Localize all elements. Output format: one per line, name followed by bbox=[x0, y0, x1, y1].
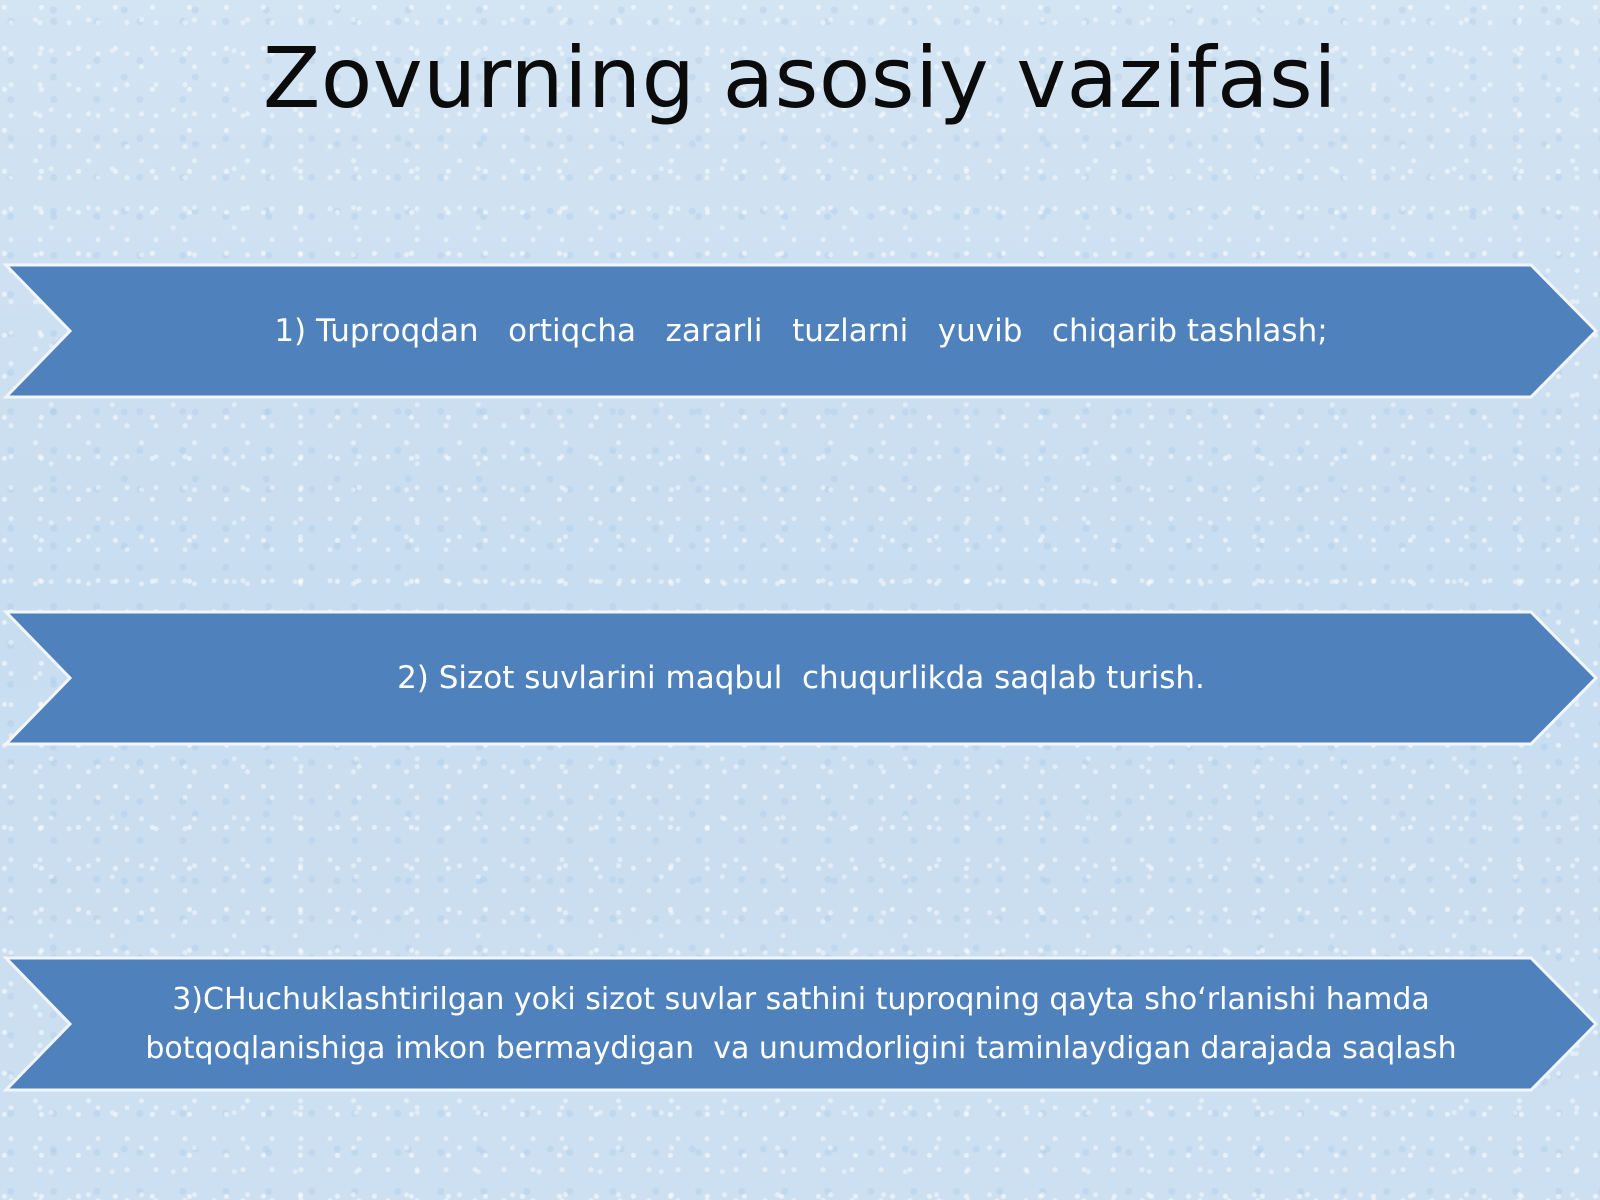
chevron-item-2 bbox=[6, 612, 1596, 744]
chevron-text-3: 3)CHuchuklashtirilgan yoki sizot suvlar sathini tuproqning qayta sho‘rlanishi hamda botqoqlanishiga imkon bermaydigan va unumdorligini taminlaydigan darajada saqlash bbox=[145, 982, 1457, 1066]
chevron-text-1: 1) Tuproqdan ortiqcha zararli tuzlarni yuvib chiqarib tashlash; bbox=[274, 312, 1328, 349]
slide-title: Zovurning asosiy vazifasi bbox=[262, 29, 1338, 127]
chevron-item-1 bbox=[6, 265, 1596, 397]
chevron-text-2: 2) Sizot suvlarini maqbul chuqurlikda saqlab turish. bbox=[397, 659, 1205, 696]
chevron-item-3 bbox=[6, 958, 1596, 1090]
